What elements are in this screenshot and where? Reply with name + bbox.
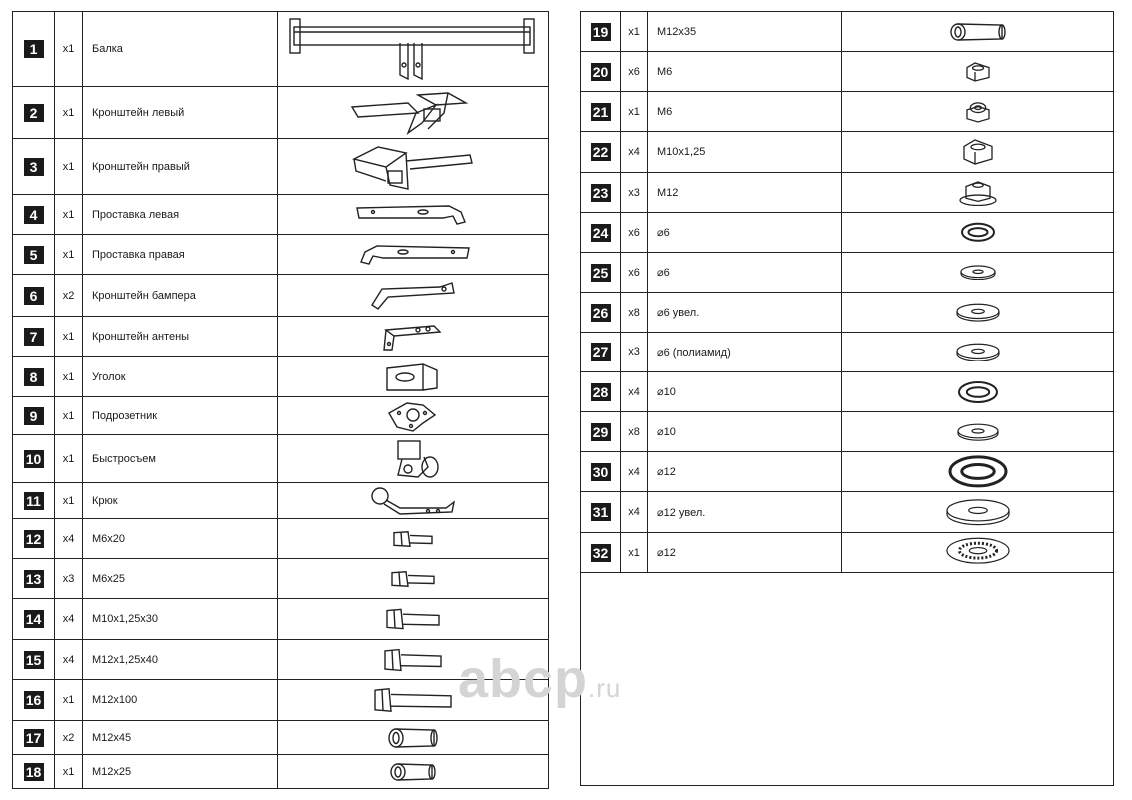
part-number: 19 <box>591 23 611 41</box>
part-number: 2 <box>24 104 44 122</box>
part-image-cell <box>842 132 1114 173</box>
part-name-cell: M6 <box>648 92 842 132</box>
part-image-cell <box>842 372 1114 412</box>
table-row <box>13 275 549 317</box>
part-name-cell: Крюк <box>83 483 278 519</box>
spring-washer-icon <box>842 222 1113 242</box>
part-name-cell: ⌀12 увел. <box>648 492 842 533</box>
table-row <box>13 139 549 195</box>
part-number: 29 <box>591 423 611 441</box>
part-number: 18 <box>24 763 44 781</box>
part-image-cell <box>278 599 549 640</box>
part-number-cell <box>13 139 55 195</box>
part-name-cell: M12x25 <box>83 755 278 789</box>
part-name-cell: Проставка правая <box>83 235 278 275</box>
bolt-icon <box>278 570 548 588</box>
quantity-cell: x4 <box>621 132 648 173</box>
part-number: 4 <box>24 206 44 224</box>
part-number-cell <box>13 357 55 397</box>
serrated-washer-icon <box>842 537 1113 568</box>
socket-bolt-icon <box>842 22 1113 42</box>
quantity-cell: x2 <box>55 721 83 755</box>
flat-washer-icon <box>842 498 1113 526</box>
part-name-cell: Проставка левая <box>83 195 278 235</box>
spacer-right-icon <box>278 242 548 268</box>
part-number-cell <box>13 559 55 599</box>
quantity-cell: x3 <box>621 173 648 213</box>
flat-washer-icon <box>842 303 1113 322</box>
part-name-cell: ⌀10 <box>648 412 842 452</box>
part-number-cell <box>13 519 55 559</box>
part-image-cell <box>842 173 1114 213</box>
part-name-cell: Подрозетник <box>83 397 278 435</box>
table-row <box>13 195 549 235</box>
part-image-cell <box>278 483 549 519</box>
table-row <box>581 492 1114 533</box>
quantity-cell: x1 <box>55 483 83 519</box>
part-number-cell <box>581 293 621 333</box>
table-row <box>13 721 549 755</box>
part-name-cell: ⌀6 (полиамид) <box>648 333 842 372</box>
part-number: 5 <box>24 246 44 264</box>
bolt-icon <box>278 607 548 631</box>
quantity-cell: x8 <box>621 293 648 333</box>
part-image-cell <box>842 52 1114 92</box>
hex-nut-icon <box>842 138 1113 166</box>
bumper-bracket-icon <box>278 279 548 313</box>
part-number: 16 <box>24 691 44 709</box>
part-number: 7 <box>24 328 44 346</box>
part-image-cell <box>278 397 549 435</box>
table-row <box>581 452 1114 492</box>
table-row <box>581 253 1114 293</box>
part-number-cell <box>13 755 55 789</box>
quantity-cell: x4 <box>621 452 648 492</box>
table-row <box>581 372 1114 412</box>
part-image-cell <box>278 317 549 357</box>
table-row <box>13 755 549 789</box>
part-number-cell <box>13 12 55 87</box>
table-row <box>581 12 1114 52</box>
part-number: 20 <box>591 63 611 81</box>
part-name-cell: Кронштейн правый <box>83 139 278 195</box>
part-image-cell <box>842 213 1114 253</box>
flat-washer-icon <box>842 423 1113 441</box>
part-number: 11 <box>24 492 44 510</box>
part-image-cell <box>842 293 1114 333</box>
quantity-cell: x1 <box>55 680 83 721</box>
quantity-cell: x4 <box>621 492 648 533</box>
part-number-cell <box>581 492 621 533</box>
part-name-cell: M6x20 <box>83 519 278 559</box>
part-name-cell: M10x1,25 <box>648 132 842 173</box>
part-number: 3 <box>24 158 44 176</box>
table-row <box>13 12 549 87</box>
quantity-cell: x1 <box>55 755 83 789</box>
part-image-cell <box>278 12 549 87</box>
part-number: 9 <box>24 407 44 425</box>
part-number: 10 <box>24 450 44 468</box>
quantity-cell: x6 <box>621 253 648 293</box>
quantity-cell: x1 <box>55 195 83 235</box>
beam-icon <box>278 13 548 85</box>
part-image-cell <box>278 195 549 235</box>
bolt-icon <box>278 530 548 548</box>
part-number: 6 <box>24 287 44 305</box>
part-image-cell <box>278 139 549 195</box>
part-number-cell <box>13 87 55 139</box>
part-number: 21 <box>591 103 611 121</box>
part-name-cell: M6x25 <box>83 559 278 599</box>
part-number: 30 <box>591 463 611 481</box>
part-number: 1 <box>24 40 44 58</box>
part-name-cell: M12 <box>648 173 842 213</box>
part-number: 14 <box>24 610 44 628</box>
part-number-cell <box>581 333 621 372</box>
part-name-cell: Кронштейн антены <box>83 317 278 357</box>
part-name-cell: M12x45 <box>83 721 278 755</box>
quantity-cell: x1 <box>55 139 83 195</box>
socket-bolt-icon <box>278 762 548 782</box>
quantity-cell: x1 <box>55 357 83 397</box>
socket-bolt-icon <box>278 727 548 749</box>
part-name-cell: M10x1,25x30 <box>83 599 278 640</box>
part-number: 27 <box>591 343 611 361</box>
part-image-cell <box>842 333 1114 372</box>
part-number-cell <box>581 173 621 213</box>
part-number: 31 <box>591 503 611 521</box>
quantity-cell: x4 <box>55 599 83 640</box>
part-image-cell <box>278 559 549 599</box>
quantity-cell: x1 <box>621 533 648 573</box>
flat-washer-icon <box>842 265 1113 280</box>
part-name-cell: ⌀12 <box>648 533 842 573</box>
part-name-cell: Балка <box>83 12 278 87</box>
bracket-right-icon <box>278 141 548 193</box>
part-number: 32 <box>591 544 611 562</box>
quantity-cell: x1 <box>55 235 83 275</box>
part-name-cell: M6 <box>648 52 842 92</box>
flange-nut-icon <box>842 180 1113 206</box>
part-number-cell <box>581 213 621 253</box>
table-row <box>13 317 549 357</box>
table-row <box>13 519 549 559</box>
quick-release-icon <box>278 437 548 481</box>
part-number: 8 <box>24 368 44 386</box>
part-image-cell <box>278 435 549 483</box>
part-number: 25 <box>591 264 611 282</box>
part-number-cell <box>13 483 55 519</box>
hex-nut-icon <box>842 61 1113 83</box>
quantity-cell: x6 <box>621 52 648 92</box>
part-number: 22 <box>591 143 611 161</box>
part-number: 12 <box>24 530 44 548</box>
table-row <box>581 92 1114 132</box>
part-image-cell <box>278 235 549 275</box>
table-row <box>13 397 549 435</box>
quantity-cell: x1 <box>621 12 648 52</box>
part-image-cell <box>842 492 1114 533</box>
part-image-cell <box>842 92 1114 132</box>
table-row <box>13 235 549 275</box>
part-image-cell <box>278 519 549 559</box>
part-name-cell: Быстросъем <box>83 435 278 483</box>
part-image-cell <box>278 357 549 397</box>
table-row <box>13 435 549 483</box>
part-number-cell <box>581 12 621 52</box>
quantity-cell: x8 <box>621 412 648 452</box>
spacer-left-icon <box>278 202 548 228</box>
quantity-cell: x3 <box>621 333 648 372</box>
table-row <box>13 483 549 519</box>
part-number-cell <box>13 599 55 640</box>
part-image-cell <box>842 452 1114 492</box>
spring-washer-icon <box>842 380 1113 404</box>
table-row <box>581 213 1114 253</box>
part-name-cell: M12x1,25x40 <box>83 640 278 680</box>
part-name-cell: Кронштейн бампера <box>83 275 278 317</box>
part-number: 23 <box>591 184 611 202</box>
quantity-cell: x4 <box>621 372 648 412</box>
watermark <box>458 648 621 710</box>
part-number-cell <box>13 275 55 317</box>
table-row <box>13 87 549 139</box>
part-number-cell <box>13 235 55 275</box>
part-image-cell <box>278 275 549 317</box>
part-image-cell <box>278 87 549 139</box>
table-row <box>581 333 1114 372</box>
antenna-bracket-icon <box>278 320 548 354</box>
quantity-cell: x1 <box>55 12 83 87</box>
part-name-cell: ⌀6 <box>648 253 842 293</box>
hook-icon <box>278 486 548 516</box>
part-image-cell <box>842 253 1114 293</box>
part-name-cell: ⌀6 увел. <box>648 293 842 333</box>
quantity-cell: x2 <box>55 275 83 317</box>
table-row <box>581 132 1114 173</box>
part-number: 15 <box>24 651 44 669</box>
socket-plate-icon <box>278 399 548 433</box>
quantity-cell: x1 <box>55 317 83 357</box>
table-row <box>13 599 549 640</box>
quantity-cell: x1 <box>55 87 83 139</box>
quantity-cell: x1 <box>55 397 83 435</box>
part-name-cell: ⌀6 <box>648 213 842 253</box>
table-row <box>581 173 1114 213</box>
part-number-cell <box>13 195 55 235</box>
part-name-cell: ⌀12 <box>648 452 842 492</box>
part-number-cell <box>581 253 621 293</box>
parts-table-right <box>580 11 1114 786</box>
part-number-cell <box>13 721 55 755</box>
part-number-cell <box>13 397 55 435</box>
quantity-cell: x1 <box>55 435 83 483</box>
part-number-cell <box>13 640 55 680</box>
part-number-cell <box>581 533 621 573</box>
part-name-cell: Кронштейн левый <box>83 87 278 139</box>
quantity-cell: x4 <box>55 519 83 559</box>
part-number-cell <box>13 680 55 721</box>
part-number: 24 <box>591 224 611 242</box>
part-name-cell: Уголок <box>83 357 278 397</box>
part-image-cell <box>842 12 1114 52</box>
part-number-cell <box>581 412 621 452</box>
table-row <box>581 52 1114 92</box>
quantity-cell: x3 <box>55 559 83 599</box>
table-row <box>581 533 1114 573</box>
part-number-cell <box>13 435 55 483</box>
angle-icon <box>278 360 548 394</box>
part-name-cell: M12x100 <box>83 680 278 721</box>
quantity-cell: x4 <box>55 640 83 680</box>
part-number: 28 <box>591 383 611 401</box>
part-name-cell: ⌀10 <box>648 372 842 412</box>
spring-washer-icon <box>842 454 1113 489</box>
part-image-cell <box>842 412 1114 452</box>
bracket-left-icon <box>278 89 548 137</box>
quantity-cell: x6 <box>621 213 648 253</box>
empty-area <box>581 573 1114 786</box>
part-image-cell <box>278 755 549 789</box>
table-row <box>13 559 549 599</box>
part-number-cell <box>581 52 621 92</box>
watermark-text: abcp <box>458 649 589 709</box>
part-number-cell <box>581 452 621 492</box>
part-number-cell <box>581 372 621 412</box>
flat-washer-icon <box>842 343 1113 362</box>
part-number: 13 <box>24 570 44 588</box>
watermark-suffix: .ru <box>588 673 622 703</box>
part-number-cell <box>581 132 621 173</box>
part-number: 17 <box>24 729 44 747</box>
quantity-cell: x1 <box>621 92 648 132</box>
part-name-cell: M12x35 <box>648 12 842 52</box>
table-row <box>13 357 549 397</box>
table-row <box>581 293 1114 333</box>
table-row <box>581 412 1114 452</box>
lock-nut-icon <box>842 100 1113 124</box>
part-image-cell <box>278 721 549 755</box>
part-image-cell <box>842 533 1114 573</box>
part-number-cell <box>13 317 55 357</box>
part-number: 26 <box>591 304 611 322</box>
part-number-cell <box>581 92 621 132</box>
